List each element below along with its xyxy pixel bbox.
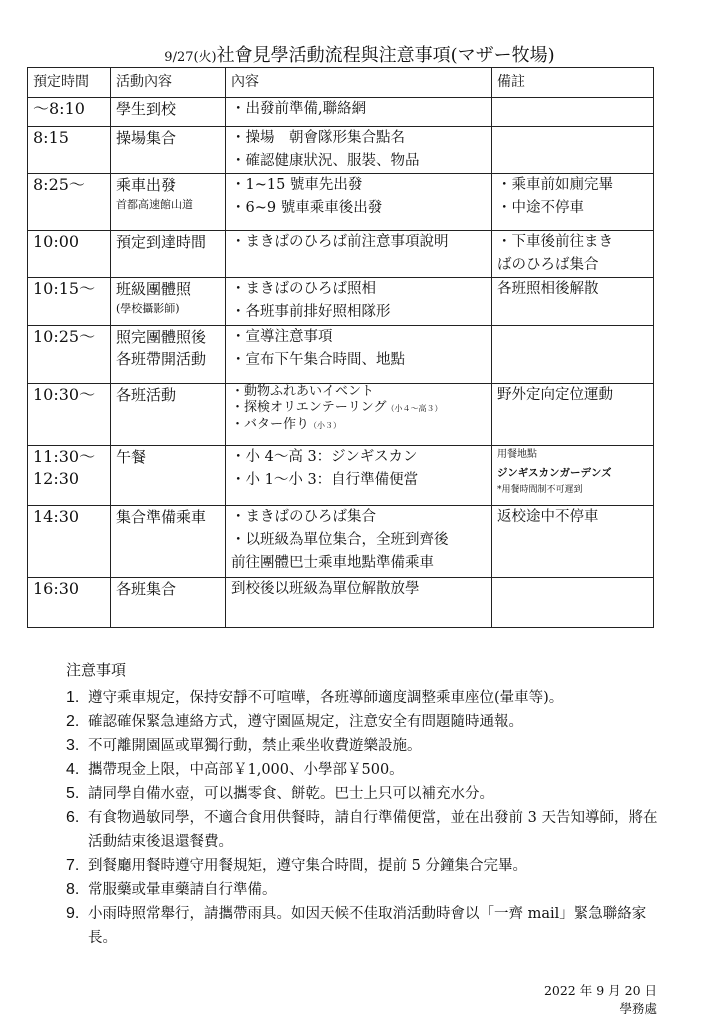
notice-number: 7. bbox=[66, 857, 80, 874]
text-line: 午餐 bbox=[116, 448, 147, 466]
row-content bbox=[226, 127, 492, 174]
text-line: 各班集合 bbox=[116, 580, 177, 598]
notice-text: 不可離開園區或單獨行動，禁止乘坐收費遊樂設施。 bbox=[88, 738, 422, 754]
row-note bbox=[492, 326, 654, 384]
notice-item bbox=[66, 782, 666, 806]
note-line: ジンギスカンガーデンズ bbox=[497, 467, 612, 479]
row-note bbox=[492, 506, 654, 578]
row-content bbox=[226, 278, 492, 326]
footer-date: 2022 年 9 月 20 日 bbox=[543, 983, 657, 998]
notice-number: 9. bbox=[66, 905, 80, 922]
note-line: 用餐地點 bbox=[497, 449, 537, 460]
text-line: 10:30～ bbox=[33, 385, 96, 404]
text-line: 操場集合 bbox=[116, 129, 177, 147]
table-row bbox=[28, 174, 654, 231]
footer bbox=[544, 982, 657, 1018]
text-line: 各班帶開活動 bbox=[116, 350, 207, 368]
text-line: ～8:10 bbox=[33, 99, 85, 118]
row-content bbox=[226, 446, 492, 506]
notices-heading: 注意事項 bbox=[66, 661, 127, 679]
notice-text: 確認確保緊急連絡方式，遵守園區規定，注意安全有問題隨時通報。 bbox=[88, 714, 523, 730]
table-row bbox=[28, 326, 654, 384]
row-content bbox=[226, 506, 492, 578]
row-time bbox=[28, 174, 111, 231]
header-time: 預定時間 bbox=[28, 68, 111, 98]
text-line: 各班活動 bbox=[116, 386, 177, 404]
content-line: 前往團體巴士乘車地點準備乘車 bbox=[231, 555, 434, 571]
row-note bbox=[492, 98, 654, 127]
notice-number: 5. bbox=[66, 785, 80, 802]
text-line: 照完團體照後 bbox=[116, 328, 207, 346]
content-line: ・宣布下午集合時間、地點 bbox=[231, 352, 405, 368]
notice-text: 有食物過敏同學，不適合食用供餐時，請自行準備便當，並在出發前 3 天告知導師，將在活動結束後退還餐費。 bbox=[88, 810, 658, 850]
text-line: 8:25～ bbox=[33, 175, 85, 194]
notice-text: 攜帶現金上限，中高部￥1,000、小學部￥500。 bbox=[88, 762, 404, 778]
row-note bbox=[492, 278, 654, 326]
content-line: ・まきばのひろば集合 bbox=[231, 509, 376, 525]
text-line: 10:00 bbox=[33, 232, 80, 251]
row-activity bbox=[111, 384, 226, 446]
text-line: 野外定向定位運動 bbox=[497, 387, 613, 403]
notice-number: 6. bbox=[66, 809, 80, 826]
notice-item bbox=[66, 686, 666, 710]
row-time bbox=[28, 278, 111, 326]
row-note bbox=[492, 384, 654, 446]
notice-text: 到餐廳用餐時遵守用餐規矩，遵守集合時間，提前 5 分鐘集合完畢。 bbox=[88, 858, 527, 874]
row-activity-sub: 首都高速館山道 bbox=[116, 198, 193, 211]
row-activity bbox=[111, 506, 226, 578]
row-activity bbox=[111, 174, 226, 231]
row-activity bbox=[111, 98, 226, 127]
text-line: 返校途中不停車 bbox=[497, 509, 599, 525]
notice-number: 8. bbox=[66, 881, 80, 898]
notice-item bbox=[66, 902, 666, 950]
row-time bbox=[28, 127, 111, 174]
text-line: 12:30 bbox=[33, 469, 80, 488]
row-activity bbox=[111, 127, 226, 174]
notice-text: 遵守乘車規定，保持安靜不可喧嘩，各班導師適度調整乘車座位(暈車等)。 bbox=[88, 690, 564, 706]
content-line bbox=[231, 384, 491, 400]
content-line: ・小 1～小 3：自行準備便當 bbox=[231, 472, 419, 488]
text-line: ・下車後前往まき bbox=[497, 234, 613, 250]
text-line: 11:30～ bbox=[33, 447, 96, 466]
text-line: 8:15 bbox=[33, 128, 69, 147]
row-activity-sub: (學校攝影師) bbox=[116, 302, 180, 315]
content-text: ・動物ふれあいイベント bbox=[231, 384, 375, 399]
text-line: 集合準備乘車 bbox=[116, 508, 207, 526]
table-row bbox=[28, 506, 654, 578]
title-main: 社會見學活動流程與注意事項(マザー牧場) bbox=[216, 45, 555, 66]
footer-office: 學務處 bbox=[619, 1001, 657, 1016]
row-content bbox=[226, 231, 492, 278]
row-time bbox=[28, 231, 111, 278]
content-line bbox=[231, 417, 491, 434]
notice-number: 4. bbox=[66, 761, 80, 778]
row-time bbox=[28, 446, 111, 506]
note-line: *用餐時間制不可遲到 bbox=[497, 485, 583, 495]
row-content bbox=[226, 174, 492, 231]
row-note bbox=[492, 127, 654, 174]
row-time bbox=[28, 326, 111, 384]
text-line: 10:25～ bbox=[33, 327, 96, 346]
text-line: ばのひろば集合 bbox=[497, 257, 599, 273]
notice-item bbox=[66, 758, 666, 782]
content-line: ・操場 朝會隊形集合點名 bbox=[231, 130, 405, 146]
notice-number: 3. bbox=[66, 737, 80, 754]
text-line: ・中途不停車 bbox=[497, 200, 584, 216]
content-line: ・確認健康狀況、服裝、物品 bbox=[231, 153, 420, 169]
notice-item bbox=[66, 878, 666, 902]
content-line: ・以班級為單位集合，全班到齊後 bbox=[231, 532, 449, 548]
notice-text: 常服藥或暈車藥請自行準備。 bbox=[88, 882, 277, 898]
table-row bbox=[28, 578, 654, 628]
notice-item bbox=[66, 806, 666, 854]
content-line: ・各班事前排好照相隊形 bbox=[231, 304, 391, 320]
text-line: 10:15～ bbox=[33, 279, 96, 298]
row-note bbox=[492, 231, 654, 278]
notice-number: 1. bbox=[66, 689, 80, 706]
text-line: 班級團體照 bbox=[116, 280, 192, 298]
content-text: ・探検オリエンテーリング bbox=[231, 400, 387, 415]
content-line bbox=[231, 400, 491, 417]
notice-item bbox=[66, 734, 666, 758]
row-time bbox=[28, 506, 111, 578]
row-time bbox=[28, 578, 111, 628]
content-line: ・宣導注意事項 bbox=[231, 329, 333, 345]
text-line: 乘車出發 bbox=[116, 176, 177, 194]
notice-item bbox=[66, 710, 666, 734]
table-row bbox=[28, 231, 654, 278]
schedule-table bbox=[27, 67, 654, 628]
table-row bbox=[28, 384, 654, 446]
content-line: ・小 4～高 3：ジンギスカン bbox=[231, 449, 418, 465]
row-activity bbox=[111, 326, 226, 384]
header-activity: 活動內容 bbox=[111, 68, 226, 98]
table-row bbox=[28, 98, 654, 127]
content-line: ・6~9 號車乘車後出發 bbox=[231, 200, 383, 216]
title-date: 9/27(火) bbox=[164, 50, 217, 65]
content-line: ・まきばのひろば前注意事項說明 bbox=[231, 234, 449, 250]
table-row bbox=[28, 446, 654, 506]
table-header-row bbox=[28, 68, 654, 98]
text-line: 各班照相後解散 bbox=[497, 281, 599, 297]
table-row bbox=[28, 278, 654, 326]
row-time bbox=[28, 384, 111, 446]
header-note: 備註 bbox=[492, 68, 654, 98]
content-line: 到校後以班級為單位解散放學 bbox=[231, 581, 420, 597]
row-activity bbox=[111, 278, 226, 326]
row-activity bbox=[111, 446, 226, 506]
row-content bbox=[226, 98, 492, 127]
table-row bbox=[28, 127, 654, 174]
row-activity bbox=[111, 231, 226, 278]
notice-number: 2. bbox=[66, 713, 80, 730]
notice-text: 小雨時照常舉行，請攜帶雨具。如因天候不佳取消活動時會以「一齊 mail」緊急聯絡家長。 bbox=[88, 906, 647, 946]
row-activity bbox=[111, 578, 226, 628]
row-time bbox=[28, 98, 111, 127]
row-content bbox=[226, 326, 492, 384]
row-content bbox=[226, 578, 492, 628]
notices-list bbox=[66, 686, 666, 950]
row-note bbox=[492, 446, 654, 506]
text-line: ・乘車前如廁完畢 bbox=[497, 177, 613, 193]
row-note bbox=[492, 174, 654, 231]
content-line: ・出發前準備,聯絡網 bbox=[231, 101, 367, 117]
row-note bbox=[492, 578, 654, 628]
text-line: 學生到校 bbox=[116, 100, 177, 118]
text-line: 16:30 bbox=[33, 579, 80, 598]
notice-text: 請同學自備水壺，可以攜零食、餅乾。巴士上只可以補充水分。 bbox=[88, 786, 494, 802]
content-tag: （小４～高３） bbox=[386, 404, 443, 413]
notices-section bbox=[66, 658, 666, 950]
header-content: 內容 bbox=[226, 68, 492, 98]
content-text: ・バター作り bbox=[231, 417, 310, 432]
row-content bbox=[226, 384, 492, 446]
text-line: 預定到達時間 bbox=[116, 233, 207, 251]
text-line: 14:30 bbox=[33, 507, 80, 526]
content-line: ・1~15 號車先出發 bbox=[231, 177, 363, 193]
notice-item bbox=[66, 854, 666, 878]
content-line: ・まきばのひろば照相 bbox=[231, 281, 376, 297]
content-tag: （小３） bbox=[309, 421, 342, 430]
